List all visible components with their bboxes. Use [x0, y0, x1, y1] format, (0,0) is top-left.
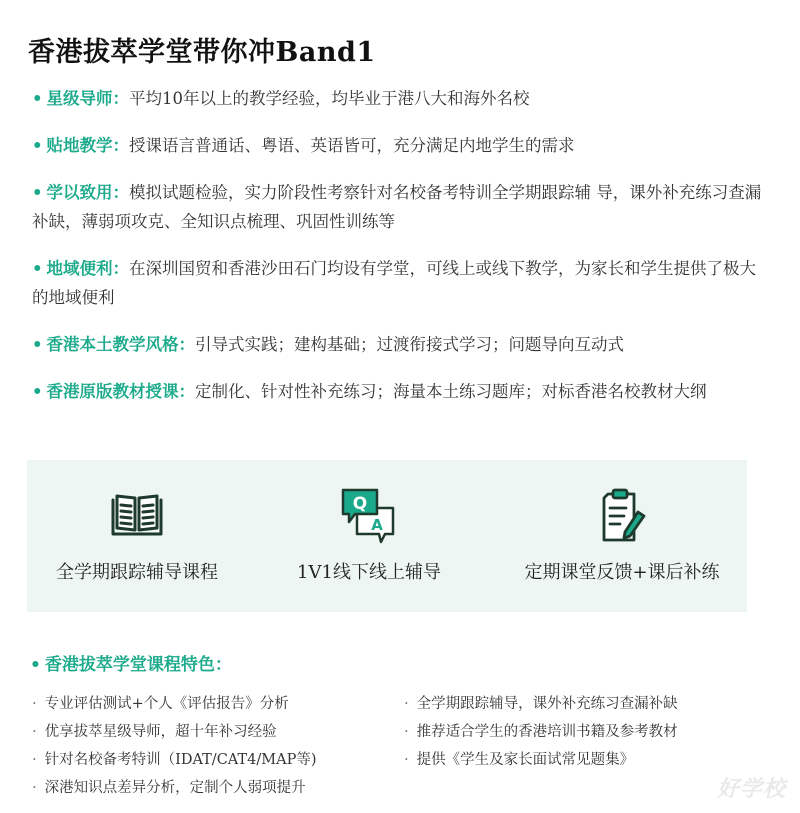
page-title: 香港拔萃学堂带你冲Band1	[28, 37, 376, 68]
list-item	[32, 718, 316, 746]
feature-text: 在深圳国贸和香港沙田石门均设有学堂，可线上或线下教学，为家长和学生提供了极大的地域便利	[32, 259, 757, 307]
list-bullet: ·	[32, 696, 37, 712]
list-item-text: 针对名校备考特训（IDAT/CAT4/MAP等)	[44, 752, 317, 768]
service-item-tracking	[47, 488, 227, 584]
feature-text: 授课语言普通话、粤语、英语皆可，充分满足内地学生的需求	[129, 136, 575, 155]
section-title	[30, 650, 232, 675]
feature-head: 香港原版教材授课：	[46, 382, 196, 401]
open-book-icon	[109, 488, 165, 544]
feature-head: 学以致用：	[46, 183, 130, 202]
feature-text: 引导式实践；建构基础；过渡衔接式学习；问题导向互动式	[195, 335, 625, 354]
bullet-dot: •	[32, 382, 43, 401]
section-title-text: 香港拔萃学堂课程特色：	[44, 655, 232, 675]
feature-text: 定制化、针对性补充练习；海量本土练习题库；对标香港名校教材大纲	[195, 382, 707, 401]
feature-item	[32, 254, 762, 312]
feature-text: 模拟试题检验，实力阶段性考察针对名校备考特训全学期跟踪辅 导，课外补充练习查漏补缺，薄弱项攻克、全知识点梳理、巩固性训练等	[32, 183, 762, 231]
bullet-dot: •	[32, 136, 43, 155]
clipboard-pen-icon	[594, 488, 650, 544]
bullet-dot: •	[30, 655, 41, 675]
service-item-feedback	[517, 488, 727, 584]
feature-list-left	[32, 690, 316, 802]
feature-item	[32, 178, 762, 236]
list-bullet: ·	[404, 724, 409, 740]
bullet-dot: •	[32, 89, 43, 108]
feature-head: 地域便利：	[46, 259, 130, 278]
list-item	[32, 746, 316, 774]
list-bullet: ·	[404, 752, 409, 768]
list-item-text: 专业评估测试+个人《评估报告》分析	[44, 696, 289, 712]
q-letter: Q	[352, 494, 368, 514]
feature-head: 贴地教学：	[46, 136, 130, 155]
a-letter: A	[371, 516, 383, 534]
feature-item	[32, 84, 762, 113]
list-item	[404, 746, 678, 774]
watermark-logo: 好学校	[716, 776, 786, 802]
list-bullet: ·	[404, 696, 409, 712]
list-item	[404, 718, 678, 746]
list-item-text: 深港知识点差异分析，定制个人弱项提升	[44, 780, 306, 796]
feature-item	[32, 377, 762, 406]
list-item-text: 提供《学生及家长面试常见题集》	[416, 752, 635, 768]
feature-text: 平均10年以上的教学经验，均毕业于港八大和海外名校	[129, 89, 530, 108]
bullet-dot: •	[32, 183, 43, 202]
feature-item	[32, 131, 762, 160]
list-bullet: ·	[32, 724, 37, 740]
service-label: 定期课堂反馈+课后补练	[524, 562, 720, 583]
list-bullet: ·	[32, 752, 37, 768]
list-item	[404, 690, 678, 718]
list-item-text: 全学期跟踪辅导，课外补充练习查漏补缺	[416, 696, 678, 712]
service-item-tutoring	[289, 488, 449, 584]
list-item	[32, 690, 316, 718]
list-bullet: ·	[32, 780, 37, 796]
list-item	[32, 774, 316, 802]
feature-item	[32, 330, 762, 359]
service-label: 全学期跟踪辅导课程	[56, 562, 218, 583]
feature-list-right	[404, 690, 678, 774]
bullet-dot: •	[32, 259, 43, 278]
feature-list	[32, 84, 762, 406]
bullet-dot: •	[32, 335, 43, 354]
qa-chat-icon	[339, 488, 399, 544]
services-panel	[27, 460, 747, 612]
list-item-text: 推荐适合学生的香港培训书籍及参考教材	[416, 724, 678, 740]
feature-head: 星级导师：	[46, 89, 130, 108]
service-label: 1V1线下线上辅导	[297, 562, 441, 583]
feature-head: 香港本土教学风格：	[46, 335, 196, 354]
list-item-text: 优享拔萃星级导师，超十年补习经验	[44, 724, 277, 740]
